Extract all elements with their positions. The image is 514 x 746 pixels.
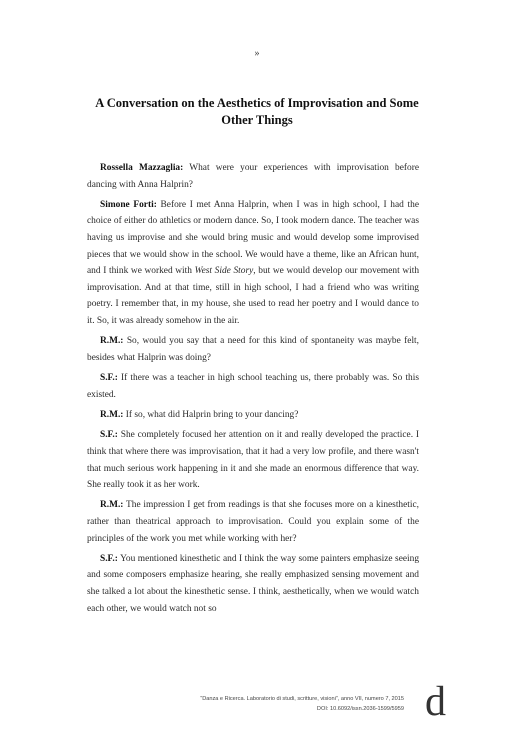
paragraph (87, 370, 419, 403)
paragraph-text-continued: , but we would develop our movement with improvisation. And at that time, still in high school, I had a friend who was writing poetry. I remember that, in my house, she used to read her poetry and I would dance to it. So, it was already somehow in the air. (87, 266, 420, 327)
title-line-1: A Conversation on the Aesthetics of Improvisation and Some (95, 96, 419, 110)
speaker-label: R.M.: (100, 500, 124, 511)
paragraph (87, 197, 419, 330)
speaker-label: S.F.: (100, 553, 118, 564)
paragraph-text: If there was a teacher in high school teaching us, there probably was. So this existed. (87, 373, 419, 400)
paragraph (87, 160, 419, 193)
paragraph-text: If so, what did Halprin bring to your dancing? (125, 410, 299, 421)
speaker-label: R.M.: (100, 336, 124, 347)
speaker-label: S.F.: (100, 430, 118, 441)
paragraph (87, 407, 419, 424)
paragraph-text: She completely focused her attention on it and really developed the practice. I think that where there was improvisation, that it had a very low profile, and there wasn't that much serious work happening in it and she made an enormous difference that way. She really took it as her work. (87, 430, 419, 491)
doi: DOI: 10.6092/issn.2036-1599/5959 (316, 706, 404, 712)
journal-logo (425, 680, 446, 724)
paragraph-text: The impression I get from readings is that she focuses more on a kinesthetic, rather than theatrical approach to improvisation. Could you explain some of the principles of the work you met while working with her? (87, 500, 419, 544)
logo-letter-d: d (425, 679, 446, 725)
journal-footer (200, 694, 404, 714)
speaker-label: R.M.: (100, 410, 124, 421)
paragraph-text: What were your experiences with improvisation before dancing with Anna Halprin? (87, 163, 419, 190)
paragraph (87, 497, 419, 547)
paragraph-text: Before I met Anna Halprin, when I was in high school, I had the choice of either do athletics or modern dance. So, I took modern dance. The teacher was having us improvise and she would bring music and would develop some improvised pieces that we would show in the school. We would have a theme, like an African hunt, and I think we worked with (87, 199, 420, 277)
page-mark: » (254, 48, 260, 59)
speaker-label: S.F.: (100, 373, 118, 384)
speaker-label: Rossella Mazzaglia: (100, 163, 184, 173)
speaker-label: Simone Forti: (100, 199, 157, 210)
paragraph (87, 551, 419, 617)
journal-citation: “Danza e Ricerca. Laboratorio di studi, scritture, visioni”, anno VII, numero 7, 2015 (200, 696, 404, 702)
paragraph (87, 427, 419, 493)
interview-body (87, 160, 419, 621)
paragraph-text: So, would you say that a need for this kind of spontaneity was maybe felt, besides what Halprin was doing? (87, 336, 419, 363)
title-line-2: Other Things (221, 113, 293, 127)
italic-title: West Side Story (194, 266, 254, 277)
article-title (60, 95, 454, 129)
paragraph (87, 333, 419, 366)
paragraph-text: You mentioned kinesthetic and I think the way some painters emphasize seeing and some composers emphasize hearing, she really emphasized sensing movement and she talked a lot about the kinesthetic sense. I think, aesthetically, when we would watch each other, we would watch not so (87, 553, 420, 614)
